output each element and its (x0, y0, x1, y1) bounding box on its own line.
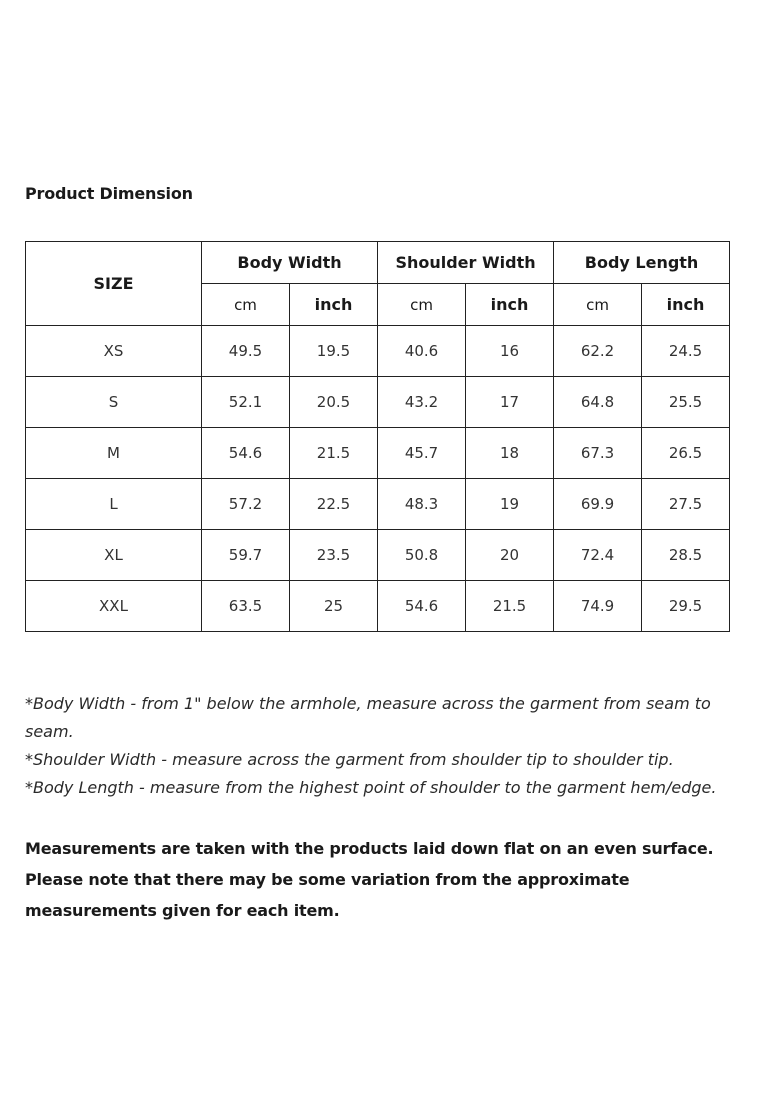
body-width-header: Body Width (202, 242, 378, 284)
note-body-length: *Body Length - measure from the highest point of shoulder to the garment hem/edge. (25, 778, 717, 797)
table-cell: 40.6 (378, 326, 466, 377)
table-cell: 24.5 (642, 326, 730, 377)
table-cell: 29.5 (642, 581, 730, 632)
measurement-notes (25, 690, 737, 802)
table-cell: 67.3 (554, 428, 642, 479)
table-cell: 45.7 (378, 428, 466, 479)
measurement-disclaimer: Measurements are taken with the products laid down flat on an even surface. Please note that there may be some variation from the approximate measurements given for each item. (25, 839, 714, 920)
table-cell: 69.9 (554, 479, 642, 530)
table-row (26, 479, 730, 530)
table-cell: 26.5 (642, 428, 730, 479)
page-title: Product Dimension (25, 184, 193, 203)
note-body-width: *Body Width - from 1" below the armhole, measure across the garment from seam to seam. (25, 694, 711, 741)
table-cell: 25.5 (642, 377, 730, 428)
table-cell: 63.5 (202, 581, 290, 632)
table-row (26, 581, 730, 632)
table-row (26, 530, 730, 581)
table-cell: 16 (466, 326, 554, 377)
table-cell: 54.6 (378, 581, 466, 632)
shoulder-width-header: Shoulder Width (378, 242, 554, 284)
table-cell: 57.2 (202, 479, 290, 530)
table-cell: 62.2 (554, 326, 642, 377)
size-cell: M (26, 428, 202, 479)
size-cell: XL (26, 530, 202, 581)
size-cell: L (26, 479, 202, 530)
table-cell: 25 (290, 581, 378, 632)
table-cell: 19.5 (290, 326, 378, 377)
table-cell: 48.3 (378, 479, 466, 530)
table-cell: 21.5 (466, 581, 554, 632)
table-cell: 59.7 (202, 530, 290, 581)
unit-header: cm (378, 284, 466, 326)
note-shoulder-width: *Shoulder Width - measure across the garment from shoulder tip to shoulder tip. (25, 750, 674, 769)
table-row (26, 326, 730, 377)
table-cell: 22.5 (290, 479, 378, 530)
table-cell: 64.8 (554, 377, 642, 428)
unit-header: inch (642, 284, 730, 326)
table-cell: 20.5 (290, 377, 378, 428)
size-cell: XXL (26, 581, 202, 632)
table-cell: 17 (466, 377, 554, 428)
body-length-header: Body Length (554, 242, 730, 284)
table-cell: 19 (466, 479, 554, 530)
table-cell: 50.8 (378, 530, 466, 581)
table-cell: 20 (466, 530, 554, 581)
table-cell: 72.4 (554, 530, 642, 581)
table-cell: 18 (466, 428, 554, 479)
size-chart-table (25, 241, 730, 632)
table-cell: 52.1 (202, 377, 290, 428)
table-cell: 28.5 (642, 530, 730, 581)
table-cell: 54.6 (202, 428, 290, 479)
table-cell: 43.2 (378, 377, 466, 428)
unit-header: cm (202, 284, 290, 326)
size-cell: S (26, 377, 202, 428)
table-cell: 74.9 (554, 581, 642, 632)
size-cell: XS (26, 326, 202, 377)
table-cell: 23.5 (290, 530, 378, 581)
table-row (26, 377, 730, 428)
size-column-header: SIZE (26, 242, 202, 326)
table-cell: 27.5 (642, 479, 730, 530)
unit-header: inch (466, 284, 554, 326)
unit-header: inch (290, 284, 378, 326)
table-cell: 21.5 (290, 428, 378, 479)
unit-header: cm (554, 284, 642, 326)
table-row (26, 428, 730, 479)
table-group-header-row (26, 242, 730, 284)
table-cell: 49.5 (202, 326, 290, 377)
